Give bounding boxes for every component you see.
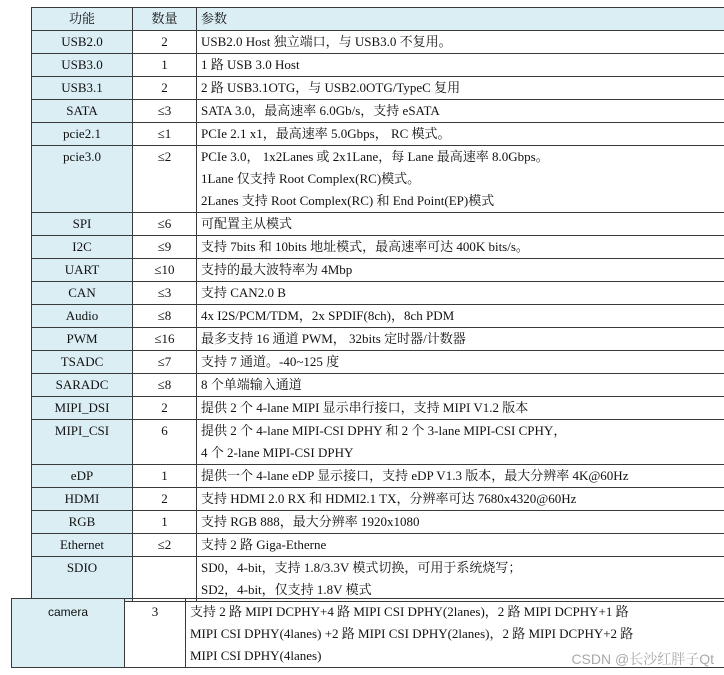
table-row	[32, 465, 724, 488]
param-line: 2 路 USB3.1OTG，与 USB2.0OTG/TypeC 复用	[201, 80, 461, 95]
table-row	[32, 328, 724, 351]
count-cell: ≤3	[133, 100, 197, 123]
camera-param-line: MIPI CSI DPHY(4lanes)	[190, 648, 322, 663]
param-line: 8 个单端输入通道	[201, 377, 302, 392]
params-cell	[197, 511, 724, 534]
table-row	[32, 146, 724, 213]
camera-name: camera	[12, 599, 125, 668]
table-row	[32, 31, 724, 54]
param-line: 支持 RGB 888，最大分辨率 1920x1080	[201, 514, 420, 529]
params-cell	[197, 557, 724, 602]
param-line: 支持 7 通道。-40~125 度	[201, 354, 340, 369]
param-line: PCIe 3.0， 1x2Lanes 或 2x1Lane，每 Lane 最高速率 8.0Gbps。	[201, 149, 549, 164]
param-line: 支持的最大波特率为 4Mbp	[201, 262, 353, 277]
params-cell	[197, 420, 724, 465]
count-cell: ≤9	[133, 236, 197, 259]
param-line: 提供 2 个 4-lane MIPI-CSI DPHY 和 2 个 3-lane MIPI-CSI CPHY，	[201, 423, 567, 438]
table-row	[32, 236, 724, 259]
table-row	[32, 351, 724, 374]
table-row	[32, 54, 724, 77]
param-line: 提供 2 个 4-lane MIPI 显示串行接口，支持 MIPI V1.2 版本	[201, 400, 529, 415]
count-cell: ≤2	[133, 146, 197, 213]
param-line: 1Lane 仅支持 Root Complex(RC)模式。	[201, 171, 421, 186]
params-cell	[197, 534, 724, 557]
params-cell	[197, 259, 724, 282]
header-row	[32, 8, 724, 31]
params-cell	[197, 77, 724, 100]
param-line: USB2.0 Host 独立端口，与 USB3.0 不复用。	[201, 34, 452, 49]
function-cell: pcie3.0	[32, 146, 133, 213]
params-cell	[197, 328, 724, 351]
param-line: SD0，4-bit，支持 1.8/3.3V 模式切换，可用于系统烧写；	[201, 560, 522, 575]
params-cell	[197, 100, 724, 123]
function-cell: eDP	[32, 465, 133, 488]
function-cell: SDIO	[32, 557, 133, 602]
param-line: 支持 HDMI 2.0 RX 和 HDMI2.1 TX，分辨率可达 7680x4320@60Hz	[201, 491, 577, 506]
function-cell: Audio	[32, 305, 133, 328]
table-row	[32, 123, 724, 146]
count-cell: ≤16	[133, 328, 197, 351]
table-row	[32, 213, 724, 236]
params-cell	[197, 236, 724, 259]
header-params: 参数	[197, 8, 724, 31]
params-cell	[197, 282, 724, 305]
params-cell	[197, 213, 724, 236]
count-cell: 2	[133, 397, 197, 420]
params-cell	[197, 54, 724, 77]
camera-param-line: 支持 2 路 MIPI DCPHY+4 路 MIPI CSI DPHY(2lanes)，2 路 MIPI DCPHY+1 路	[190, 604, 629, 619]
header-count: 数量	[133, 8, 197, 31]
param-line: 提供一个 4-lane eDP 显示接口，支持 eDP V1.3 版本，最大分辨率 4K@60Hz	[201, 468, 629, 483]
table-row	[32, 397, 724, 420]
function-cell: USB3.1	[32, 77, 133, 100]
function-cell: SARADC	[32, 374, 133, 397]
params-cell	[197, 146, 724, 213]
params-cell	[197, 351, 724, 374]
table-row	[32, 259, 724, 282]
count-cell: 1	[133, 511, 197, 534]
params-cell	[197, 31, 724, 54]
table-row	[32, 511, 724, 534]
param-line: 支持 CAN2.0 B	[201, 285, 286, 300]
param-line: 支持 2 路 Giga-Etherne	[201, 537, 327, 552]
count-cell: 1	[133, 465, 197, 488]
count-cell: ≤10	[133, 259, 197, 282]
count-cell: 2	[133, 488, 197, 511]
camera-count: 3	[125, 599, 186, 668]
function-cell: PWM	[32, 328, 133, 351]
function-cell: MIPI_DSI	[32, 397, 133, 420]
function-cell: TSADC	[32, 351, 133, 374]
table-row	[32, 488, 724, 511]
params-cell	[197, 374, 724, 397]
function-cell: USB2.0	[32, 31, 133, 54]
count-cell: 2	[133, 31, 197, 54]
table-row	[32, 305, 724, 328]
function-cell: MIPI_CSI	[32, 420, 133, 465]
function-cell: Ethernet	[32, 534, 133, 557]
function-cell: UART	[32, 259, 133, 282]
param-line: 可配置主从模式	[201, 216, 293, 231]
count-cell: ≤7	[133, 351, 197, 374]
count-cell: ≤2	[133, 534, 197, 557]
count-cell	[133, 557, 197, 602]
table-row	[32, 420, 724, 465]
count-cell: 1	[133, 54, 197, 77]
param-line: SATA 3.0，最高速率 6.0Gb/s，支持 eSATA	[201, 103, 440, 118]
table-row	[32, 557, 724, 602]
table-row	[32, 77, 724, 100]
param-line: 最多支持 16 通道 PWM， 32bits 定时器/计数器	[201, 331, 466, 346]
table-row	[32, 534, 724, 557]
param-line: 4 个 2-lane MIPI-CSI DPHY	[201, 445, 354, 460]
count-cell: ≤8	[133, 374, 197, 397]
params-cell	[197, 488, 724, 511]
camera-param-line: MIPI CSI DPHY(4lanes) +2 路 MIPI CSI DPHY(2lanes)，2 路 MIPI DCPHY+2 路	[190, 626, 634, 641]
param-line: PCIe 2.1 x1，最高速率 5.0Gbps， RC 模式。	[201, 126, 451, 141]
csdn-watermark: CSDN @长沙红胖子Qt	[571, 651, 714, 667]
function-cell: HDMI	[32, 488, 133, 511]
param-line: 1 路 USB 3.0 Host	[201, 57, 300, 72]
header-function: 功能	[32, 8, 133, 31]
spec-table-body	[32, 8, 724, 602]
table-row	[32, 282, 724, 305]
function-cell: SATA	[32, 100, 133, 123]
count-cell: 2	[133, 77, 197, 100]
params-cell	[197, 465, 724, 488]
params-cell	[197, 123, 724, 146]
count-cell: ≤3	[133, 282, 197, 305]
count-cell: ≤6	[133, 213, 197, 236]
function-cell: USB3.0	[32, 54, 133, 77]
param-line: 2Lanes 支持 Root Complex(RC) 和 End Point(EP)模式	[201, 193, 495, 208]
param-line: SD2，4-bit，仅支持 1.8V 模式	[201, 582, 372, 597]
param-line: 4x I2S/PCM/TDM，2x SPDIF(8ch)，8ch PDM	[201, 308, 455, 323]
count-cell: ≤8	[133, 305, 197, 328]
count-cell: 6	[133, 420, 197, 465]
function-cell: pcie2.1	[32, 123, 133, 146]
count-cell: ≤1	[133, 123, 197, 146]
param-line: 支持 7bits 和 10bits 地址模式，最高速率可达 400K bits/s。	[201, 239, 529, 254]
function-cell: RGB	[32, 511, 133, 534]
function-cell: SPI	[32, 213, 133, 236]
params-cell	[197, 305, 724, 328]
table-row	[32, 374, 724, 397]
function-cell: I2C	[32, 236, 133, 259]
params-cell	[197, 397, 724, 420]
interface-spec-table	[31, 7, 724, 602]
function-cell: CAN	[32, 282, 133, 305]
table-row	[32, 100, 724, 123]
